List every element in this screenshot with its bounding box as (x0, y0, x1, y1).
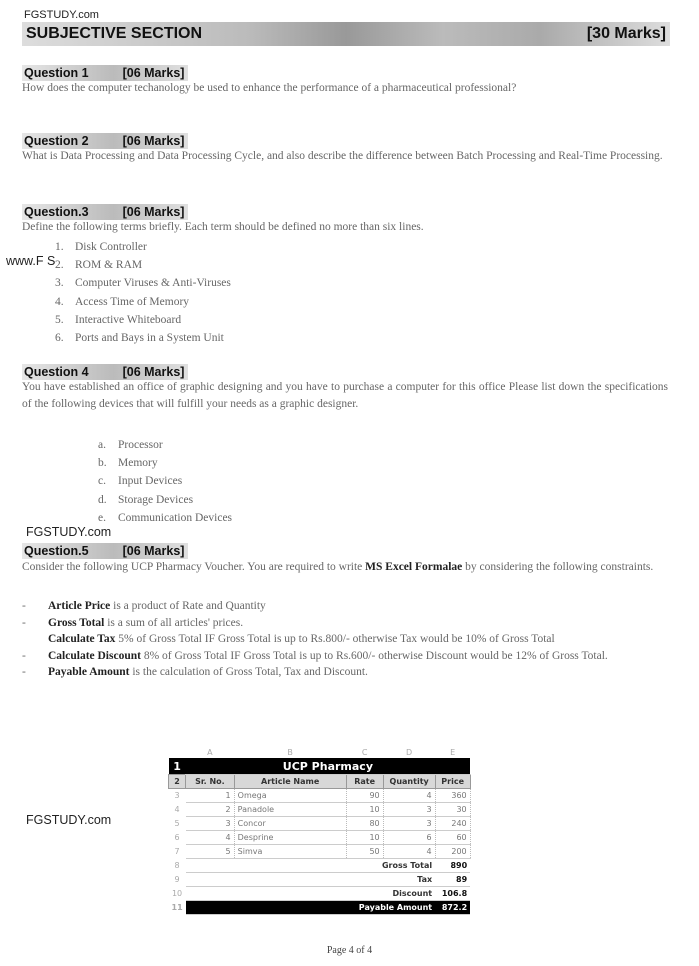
data-row (169, 831, 471, 845)
cell: 60 (435, 831, 470, 845)
column-letter: C (361, 747, 368, 757)
summary-value: 106.8 (435, 887, 470, 901)
constraint-item (22, 598, 668, 615)
list-item (55, 238, 231, 256)
cell: Simva (234, 845, 346, 859)
watermark: FGSTUDY.com (26, 525, 112, 539)
constraint-item (22, 648, 668, 665)
item-number: 3. (55, 277, 64, 290)
bullet-dash (22, 631, 48, 648)
list-item (55, 329, 231, 347)
question-5-intro (22, 559, 668, 576)
constraint-term: Payable Amount (48, 666, 130, 678)
row-number: 11 (169, 901, 186, 915)
item-text: Disk Controller (75, 241, 147, 253)
cell: Omega (234, 789, 346, 803)
cell: Panadole (234, 803, 346, 817)
row-number: 1 (169, 758, 186, 775)
question-4-text: You have established an office of graphic designing and you have to purchase a computer for this office Please list down the specifications of the following devices that will fulfill your needs as a graphic designer. (22, 381, 668, 410)
list-item (55, 256, 231, 274)
q-marks: [06 Marks] (122, 544, 185, 558)
item-text: Interactive Whiteboard (75, 313, 182, 326)
q-marks: [06 Marks] (122, 66, 185, 80)
title-row (169, 758, 471, 775)
watermark: www.F S (6, 254, 56, 268)
row-number: 7 (174, 847, 180, 856)
cell: 2 (186, 803, 235, 817)
q-label: Question 1 (24, 66, 89, 80)
cell: 5 (186, 845, 235, 859)
summary-label: Discount (186, 887, 436, 901)
constraint-text (48, 615, 243, 632)
cell: Concor (234, 817, 346, 831)
list-item (98, 472, 232, 490)
item-text: Input Devices (118, 475, 183, 488)
q-marks: [06 Marks] (122, 205, 185, 219)
constraint-term: Calculate Tax (48, 633, 116, 645)
cell: 50 (346, 845, 383, 859)
section-marks: [30 Marks] (586, 25, 666, 42)
intro-bold: MS Excel Formalae (365, 561, 463, 573)
summary-label: Gross Total (186, 859, 436, 873)
column-header: Sr. No. (186, 775, 235, 789)
constraint-text (48, 631, 555, 648)
page-number: Page 4 of 4 (326, 945, 373, 956)
constraint-desc: 8% of Gross Total IF Gross Total is up to Rs.600/- otherwise Discount would be 12% of Gross Total. (140, 649, 608, 662)
summary-value: 890 (435, 859, 470, 873)
section-banner (22, 22, 670, 46)
item-number: d. (98, 493, 107, 506)
question-5-constraints (22, 598, 668, 681)
bullet-dash: - (22, 666, 26, 678)
constraint-item (22, 664, 668, 681)
item-number: b. (98, 457, 107, 470)
cell: 3 (186, 817, 235, 831)
header-row (169, 775, 471, 789)
row-number: 9 (174, 875, 180, 884)
q-marks: [06 Marks] (122, 134, 185, 148)
constraint-term: Article Price (48, 600, 111, 612)
column-letter: B (287, 747, 293, 757)
bullet-dash: - (22, 600, 26, 612)
cell: 4 (186, 831, 235, 845)
column-header: Price (435, 775, 470, 789)
cell: 10 (346, 831, 383, 845)
summary-label: Tax (186, 873, 436, 887)
cell: 80 (346, 817, 383, 831)
question-1-heading (22, 65, 188, 81)
constraint-desc: is a sum of all articles' prices. (104, 616, 244, 629)
constraint-item (22, 615, 668, 632)
cell: 4 (383, 845, 435, 859)
row-number: 3 (174, 791, 180, 801)
q-marks: [06 Marks] (122, 365, 185, 379)
cell: 3 (383, 803, 435, 817)
row-number: 8 (174, 861, 180, 870)
item-text: ROM & RAM (75, 259, 143, 272)
intro-text: Consider the following UCP Pharmacy Voucher. You are required to write (22, 561, 366, 573)
column-header: Rate (346, 775, 383, 789)
cell: 90 (346, 789, 383, 803)
list-item (55, 274, 231, 292)
intro-text: by considering the following constraints. (462, 561, 654, 573)
column-letter: E (450, 747, 456, 757)
constraint-desc: 5% of Gross Total IF Gross Total is up to Rs.800/- otherwise Tax would be 10% of Gross Total (115, 633, 555, 645)
summary-row (169, 859, 471, 873)
row-number: 6 (174, 833, 180, 842)
watermark: FGSTUDY.com (26, 813, 112, 827)
constraint-text (48, 598, 266, 615)
excel-voucher (168, 746, 471, 915)
row-number: 5 (174, 819, 180, 828)
cell: Desprine (234, 831, 346, 845)
list-item (98, 509, 232, 527)
summary-row (169, 887, 471, 901)
list-item (98, 454, 232, 472)
constraint-term: Calculate Discount (48, 649, 141, 662)
question-2-heading (22, 133, 188, 149)
item-number: e. (98, 511, 106, 524)
cell: 240 (435, 817, 470, 831)
row-number: 4 (174, 805, 180, 814)
item-text: Communication Devices (118, 511, 233, 524)
item-text: Storage Devices (118, 493, 194, 506)
q-label: Question 2 (24, 134, 89, 148)
q-label: Question.3 (24, 205, 89, 219)
payable-label: Payable Amount (186, 901, 436, 915)
cell: 10 (346, 803, 383, 817)
item-number: 2. (55, 259, 64, 272)
cell: 1 (186, 789, 235, 803)
data-row (169, 817, 471, 831)
list-item (98, 491, 232, 509)
list-item (98, 436, 232, 454)
cell: 200 (435, 845, 470, 859)
item-number: 1. (55, 241, 64, 253)
constraint-desc: is the calculation of Gross Total, Tax and Discount. (129, 666, 368, 678)
section-title: SUBJECTIVE SECTION (26, 25, 203, 42)
cell: 30 (435, 803, 470, 817)
watermark: FGSTUDY.com (24, 9, 99, 21)
constraint-desc: is a product of Rate and Quantity (110, 600, 266, 612)
item-number: 5. (55, 313, 64, 326)
row-number: 10 (171, 889, 183, 898)
bullet-dash: - (22, 616, 26, 629)
item-number: a. (98, 439, 106, 451)
item-text: Computer Viruses & Anti-Viruses (75, 277, 231, 290)
item-number: 6. (55, 332, 64, 345)
column-header: Quantity (383, 775, 435, 789)
payable-row (169, 901, 471, 915)
constraint-term: Gross Total (48, 616, 105, 629)
cell: 3 (383, 817, 435, 831)
payable-value: 872.2 (435, 901, 470, 915)
voucher-title: UCP Pharmacy (186, 758, 471, 775)
row-number: 2 (169, 775, 186, 789)
question-4-list (98, 436, 232, 527)
question-4-heading (22, 364, 188, 380)
corner (169, 746, 186, 758)
question-3-list (55, 238, 231, 347)
bullet-dash: - (22, 649, 26, 662)
question-3-text: Define the following terms briefly. Each term should be defined no more than six lines. (22, 221, 424, 233)
data-row (169, 789, 471, 803)
item-text: Memory (118, 457, 158, 470)
column-letter: A (207, 747, 213, 757)
item-number: c. (98, 475, 106, 488)
item-text: Processor (118, 439, 163, 451)
column-letters (169, 746, 471, 758)
list-item (55, 293, 231, 311)
list-item (55, 311, 231, 329)
cell: 6 (383, 831, 435, 845)
summary-row (169, 873, 471, 887)
constraint-text (48, 664, 368, 681)
cell: 360 (435, 789, 470, 803)
item-number: 4. (55, 295, 64, 308)
column-header: Article Name (234, 775, 346, 789)
q-label: Question.5 (24, 544, 89, 558)
constraint-item (22, 631, 668, 648)
question-1-text: How does the computer techanology be used to enhance the performance of a pharmaceutical professional? (22, 82, 517, 94)
question-2-text: What is Data Processing and Data Processing Cycle, and also describe the difference between Batch Processing and Real-Time Processing. (22, 150, 663, 162)
cell: 4 (383, 789, 435, 803)
constraint-text (48, 648, 608, 665)
summary-value: 89 (435, 873, 470, 887)
data-row (169, 803, 471, 817)
item-text: Access Time of Memory (75, 295, 190, 308)
q-label: Question 4 (24, 365, 89, 379)
data-row (169, 845, 471, 859)
column-letter: D (406, 747, 413, 757)
question-3-heading (22, 204, 188, 220)
item-text: Ports and Bays in a System Unit (75, 332, 224, 345)
question-5-heading (22, 543, 188, 559)
